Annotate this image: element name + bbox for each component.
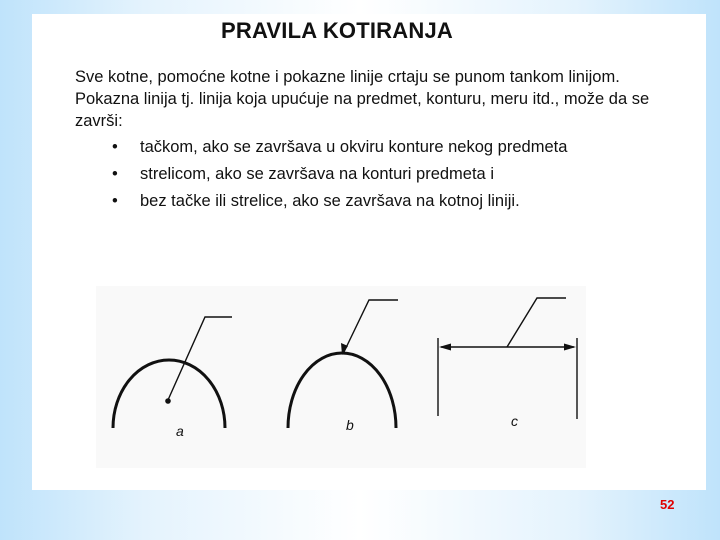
bullet-marker: •: [112, 165, 118, 183]
figure-a-contour-arc: [113, 360, 225, 428]
bullet-item-arrow: [112, 161, 655, 188]
figure-a-dot-leader: [113, 317, 232, 439]
bullet-list: [75, 134, 655, 215]
figure-a-dot: [165, 398, 171, 404]
leader-line-figures: [96, 286, 586, 468]
paragraph-leader-line: Pokazna linija tj. linija koja upućuje na predmet, konturu, meru itd., može da se završi:: [75, 90, 650, 130]
figure-b-leader-line: [343, 300, 398, 354]
figure-c-arrowhead-right: [564, 344, 576, 351]
figure-c-label: c: [511, 413, 518, 429]
page-number: 52: [660, 497, 675, 512]
bullet-text: tačkom, ako se završava u okviru konture nekog predmeta: [140, 138, 568, 156]
figure-a-leader-line: [168, 317, 232, 400]
leader-line-diagram: [96, 286, 586, 468]
slide-body: [75, 66, 655, 215]
figure-c-leader-line: [507, 298, 566, 347]
bullet-marker: •: [112, 138, 118, 156]
paragraph-line-styles: Sve kotne, pomoćne kotne i pokazne linije crtaju se punom tankom linijom.: [75, 68, 620, 86]
figure-c-plain-leader: [438, 298, 577, 429]
figure-c-arrowhead-left: [439, 344, 451, 351]
bullet-marker: •: [112, 192, 118, 210]
figure-b-arrow-leader: [288, 300, 398, 433]
bullet-item-dot: [112, 134, 655, 161]
figure-b-label: b: [346, 417, 354, 433]
bullet-text: strelicom, ako se završava na konturi predmeta i: [140, 165, 494, 183]
figure-b-contour-arc: [288, 353, 396, 428]
figure-a-label: a: [176, 423, 184, 439]
bullet-text: bez tačke ili strelice, ako se završava na kotnoj liniji.: [140, 192, 520, 210]
slide-title: PRAVILA KOTIRANJA: [221, 18, 453, 43]
bullet-item-plain: [112, 188, 655, 215]
